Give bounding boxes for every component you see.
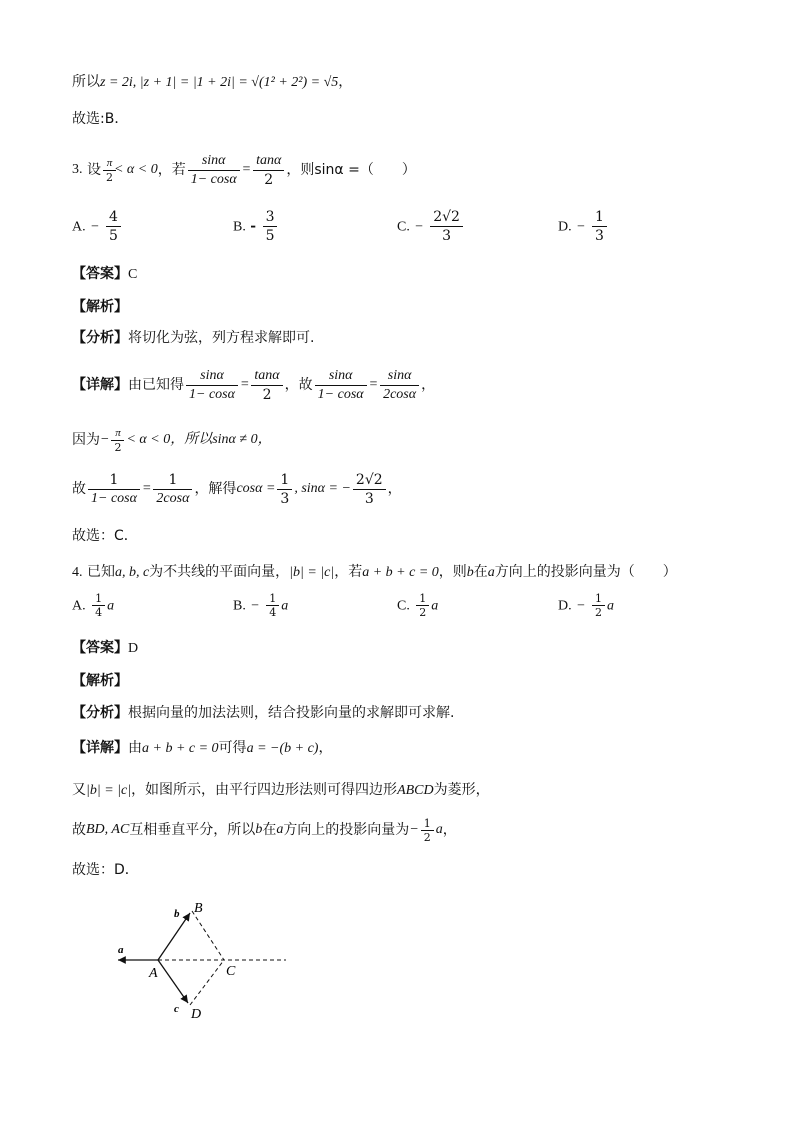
intro-math: z = 2i, |z + 1| = |1 + 2i| = √(1² + 2²) = √5	[100, 75, 339, 90]
intro-prefix: 所以	[72, 74, 100, 90]
q3-detail2: 因为 − $\frac{\pi}{2}$ < α < 0 ，所以sinα ≠ 0，	[72, 426, 272, 454]
label-b: b	[174, 908, 180, 920]
q4-stem: 4. 已知a, b, c为不共线的平面向量，|b| = |c|，若a + b + c = 0，则b在a方向上的投影向量为（ ）	[72, 564, 677, 580]
q3-option-c[interactable]: C. − $\frac{2√2}{3}$	[397, 208, 465, 245]
q4-option-b[interactable]: B. − $\frac{1}{4}$ a	[233, 592, 289, 619]
q3-number: 3.	[72, 162, 83, 177]
intro-suffix: ，	[338, 74, 353, 90]
q3-answer: 【答案】C	[72, 266, 138, 282]
q3-analysis: 【分析】将切化为弦，列方程求解即可.	[72, 330, 315, 346]
q3-eq-left: $\frac{\sin\alpha}{1- \cos\alpha}$	[188, 152, 240, 189]
label-c: c	[174, 1003, 179, 1015]
q3-analysis-tag: 【解析】	[72, 299, 128, 315]
label-A: A	[149, 966, 158, 981]
q3-lead: 设	[86, 162, 101, 178]
q3-then: ，则sinα =（ ）	[286, 162, 416, 178]
q3-option-b[interactable]: B. - $\frac{3}{5}$	[233, 208, 279, 245]
dashed-line-bc	[192, 911, 224, 960]
intro-line	[72, 72, 352, 93]
q4-answer: 【答案】D	[72, 640, 139, 656]
q4-option-c[interactable]: C. $\frac{1}{2}$ a	[397, 592, 439, 619]
q4-option-a[interactable]: A. $\frac{1}{4}$ a	[72, 592, 115, 619]
q3-detail1: 【详解】 由已知得 $\frac{\sin\alpha}{1- \cos\alpha}$ = $\frac{\tan\alpha}{2}$ ，故 $\frac{\sin\alpha}{1- \cos\alpha}$ = $\frac{\sin\alpha}{2\cos\alpha}$ ，	[72, 367, 436, 403]
label-a: a	[118, 944, 124, 956]
q4-analysis: 【分析】根据向量的加法法则，结合投影向量的求解即可求解.	[72, 705, 455, 721]
vector-b-arrow	[158, 913, 190, 960]
vector-c-arrow	[158, 960, 188, 1003]
q3-select: 故选：C．	[72, 528, 138, 544]
dashed-line-dc	[190, 960, 224, 1005]
q3-eq-right: $\frac{\tan\alpha}{2}$	[253, 152, 284, 189]
q4-detail1: 【详解】由a + b + c = 0可得a = −(b + c)，	[72, 740, 333, 756]
label-D: D	[191, 1007, 202, 1022]
q3-option-a[interactable]: A. − $\frac{4}{5}$	[72, 208, 123, 245]
q4-select: 故选：D．	[72, 862, 139, 878]
q4-option-d[interactable]: D. − $\frac{1}{2}$ a	[558, 592, 614, 619]
q4-detail3: 故 BD, AC 互相垂直平分，所以 b 在 a 方向上的投影向量为 − $\frac{1}{2}$ a ，	[72, 816, 457, 844]
label-B: B	[194, 901, 203, 916]
rhombus-figure	[108, 895, 308, 1035]
q3-cond: $\frac{\pi}{2}$	[103, 157, 116, 184]
q4-analysis-tag: 【解析】	[72, 673, 128, 689]
q3-stem: 3. 设 $\frac{\pi}{2}$ < α < 0 ，若 $\frac{\sin\alpha}{1- \cos\alpha}$ = $\frac{\tan\alpha}{2}$ ，则sinα =（ ）	[72, 152, 416, 188]
label-C: C	[226, 964, 236, 979]
q4-detail2: 又|b| = |c|，如图所示，由平行四边形法则可得四边形ABCD为菱形，	[72, 782, 490, 798]
q3-if: ，若	[157, 162, 186, 178]
intro-select: 故选:B．	[72, 111, 129, 127]
q3-detail3: 故 $\frac{1}{1- \cos\alpha}$ = $\frac{1}{2\cos\alpha}$ ，解得 cosα = $\frac{1}{3}$ , sinα = − $\frac{2√2}{3}$ ，	[72, 471, 402, 507]
q3-option-d[interactable]: D. − $\frac{1}{3}$	[558, 208, 609, 245]
